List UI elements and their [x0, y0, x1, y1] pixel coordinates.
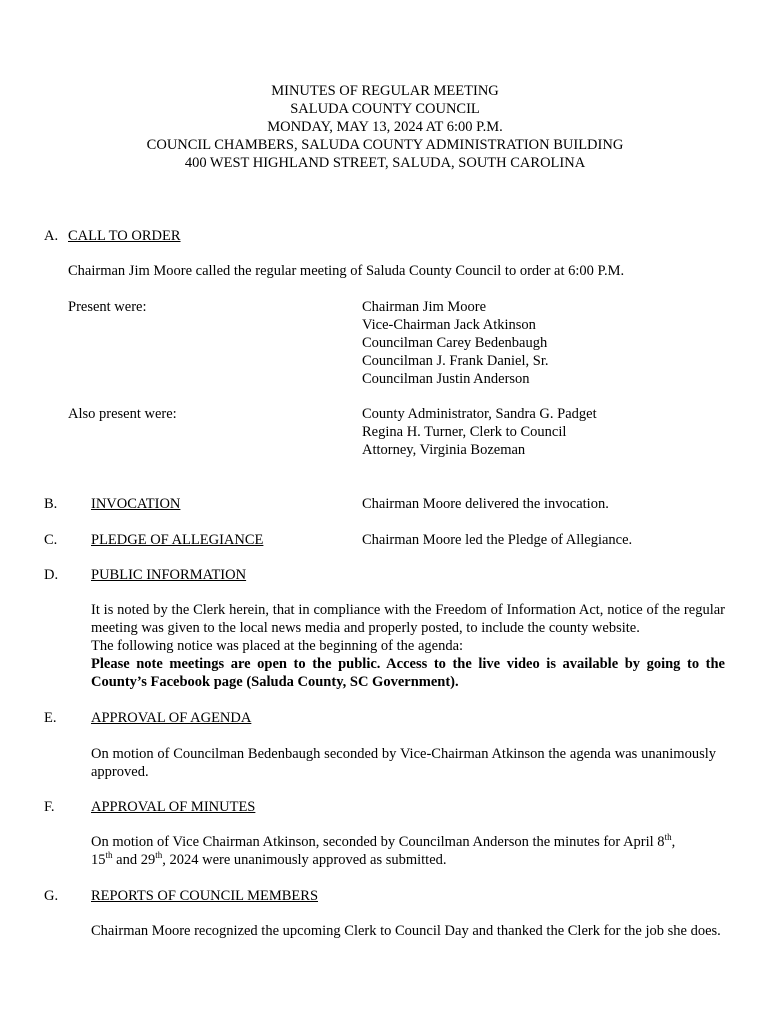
minutes-text-part: , 2024 were unanimously approved as submitted.: [162, 852, 447, 868]
minutes-text-part: 15: [91, 852, 106, 868]
public-notice: [91, 655, 725, 691]
agenda-approval-text: On motion of Councilman Bedenbaugh seconded by Vice-Chairman Atkinson the agenda was unanimously approved.: [91, 746, 716, 780]
present-member: Councilman Justin Anderson: [362, 371, 530, 387]
minutes-approval-line-2: [91, 851, 731, 869]
section-c-heading: PLEDGE OF ALLEGIANCE: [91, 532, 264, 548]
header-location: COUNCIL CHAMBERS, SALUDA COUNTY ADMINISTRATION BUILDING: [146, 137, 624, 153]
section-e-heading: APPROVAL OF AGENDA: [91, 710, 252, 726]
section-e-letter: E.: [44, 710, 57, 726]
header-council: SALUDA COUNTY COUNCIL: [290, 101, 480, 117]
header-address: 400 WEST HIGHLAND STREET, SALUDA, SOUTH CAROLINA: [184, 155, 586, 171]
minutes-approval-line-1: [91, 833, 731, 851]
foia-paragraph: It is noted by the Clerk herein, that in compliance with the Freedom of Information Act, notice of the regular meeting was given to the local news media and properly posted, to include the county website.: [91, 602, 725, 636]
minutes-text-part: On motion of Vice Chairman Atkinson, seconded by Councilman Anderson the minutes for April 8: [91, 834, 665, 850]
minutes-text-part: ,: [671, 834, 676, 850]
present-label: Present were:: [68, 299, 147, 315]
header-date: MONDAY, MAY 13, 2024 AT 6:00 P.M.: [267, 119, 503, 135]
also-present-label: Also present were:: [68, 406, 177, 422]
public-information-body: [91, 601, 725, 691]
section-c-letter: C.: [44, 532, 58, 548]
present-list: [362, 298, 548, 388]
ordinal-suffix: th: [155, 850, 163, 861]
call-to-order-text: Chairman Jim Moore called the regular meeting of Saluda County Council to order at 6:00 P.M.: [68, 263, 625, 279]
section-g-heading: REPORTS OF COUNCIL MEMBERS: [91, 888, 319, 904]
section-b-heading: INVOCATION: [91, 496, 181, 512]
section-a-letter: A.: [44, 228, 59, 244]
ordinal-suffix: th: [105, 850, 113, 861]
section-f-letter: F.: [44, 799, 55, 815]
notice-intro: The following notice was placed at the beginning of the agenda:: [91, 638, 464, 654]
invocation-text: Chairman Moore delivered the invocation.: [362, 496, 609, 512]
present-member: Chairman Jim Moore: [362, 299, 487, 315]
council-reports-text: Chairman Moore recognized the upcoming Clerk to Council Day and thanked the Clerk for the job she does.: [91, 923, 721, 939]
present-member: Councilman Carey Bedenbaugh: [362, 335, 548, 351]
document-header: [0, 82, 770, 172]
header-title: MINUTES OF REGULAR MEETING: [271, 83, 499, 99]
also-present-list: [362, 405, 597, 459]
section-g-letter: G.: [44, 888, 59, 904]
also-present-member: County Administrator, Sandra G. Padget: [362, 406, 597, 422]
section-a-heading: CALL TO ORDER: [68, 228, 181, 244]
section-d-letter: D.: [44, 567, 59, 583]
minutes-text-part: and 29: [112, 852, 156, 868]
minutes-approval-text: [91, 833, 731, 869]
present-member: Councilman J. Frank Daniel, Sr.: [362, 353, 549, 369]
section-b-letter: B.: [44, 496, 58, 512]
ordinal-suffix: th: [664, 832, 672, 843]
also-present-member: Attorney, Virginia Bozeman: [362, 442, 526, 458]
also-present-member: Regina H. Turner, Clerk to Council: [362, 424, 567, 440]
section-f-heading: APPROVAL OF MINUTES: [91, 799, 256, 815]
section-d-heading: PUBLIC INFORMATION: [91, 567, 247, 583]
present-member: Vice-Chairman Jack Atkinson: [362, 317, 536, 333]
pledge-text: Chairman Moore led the Pledge of Allegiance.: [362, 532, 633, 548]
public-notice-text: Please note meetings are open to the public. Access to the live video is available by going to the County’s Facebook page (Saluda County, SC Government).: [91, 656, 725, 690]
